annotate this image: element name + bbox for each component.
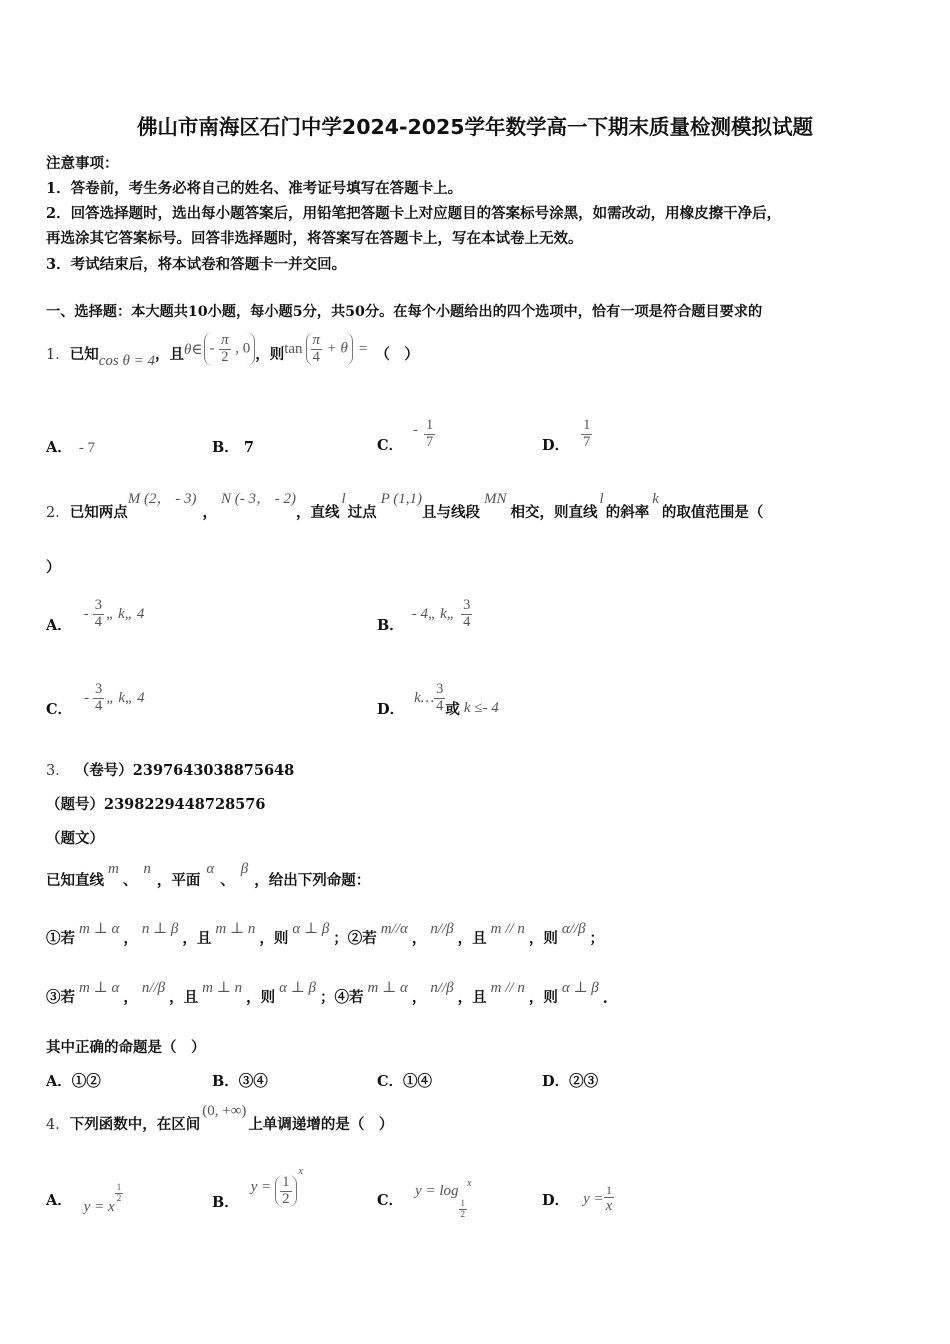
option-label: A． xyxy=(46,616,72,634)
notice-item-2-cont: 再选涂其它答案标号。回答非选择题时，将答案写在答题卡上，写在本试卷上无效。 xyxy=(46,230,583,247)
q2-segment-mn: MN xyxy=(484,491,507,507)
q3-propositions-3-4 xyxy=(46,975,608,1007)
q1-frac-pi-4 xyxy=(311,332,323,365)
q1-math-tan xyxy=(284,332,367,365)
q3-math: α ⊥ β xyxy=(561,980,599,996)
question-number: 4． xyxy=(46,1117,70,1133)
q1-paren xyxy=(204,332,255,365)
option-label: D． xyxy=(377,700,405,718)
option-label: A． xyxy=(46,439,72,456)
q3-option-d xyxy=(542,1070,598,1091)
question-2 xyxy=(46,492,763,522)
option-expr: k… xyxy=(414,689,435,706)
q2-slope-k: k xyxy=(652,491,659,507)
q3-tihao: （题号）2398229448728576 xyxy=(46,796,266,813)
q3-tiwen: （题文） xyxy=(46,830,104,847)
q2-text: ，直线 xyxy=(295,504,340,521)
q2-text: 已知两点 xyxy=(69,504,128,521)
option-label: C． xyxy=(377,1191,404,1209)
option-exponent xyxy=(115,1183,124,1204)
frac-denominator: 2 xyxy=(460,1208,465,1219)
q3-math: m//α xyxy=(380,921,408,937)
q2-text: 过点 xyxy=(347,504,377,521)
q1-math-interval xyxy=(184,332,255,365)
frac-denominator: 2 xyxy=(282,1190,290,1207)
frac-numerator: 3 xyxy=(94,596,103,613)
q3-text: ， xyxy=(123,930,138,947)
q2-point-n: N (- 3， - 2) xyxy=(220,491,296,507)
q3-text: ，则 xyxy=(528,989,558,1006)
q4-option-a xyxy=(46,1176,123,1222)
q3-text: ，则 xyxy=(246,989,276,1006)
option-label: C． xyxy=(46,700,73,718)
q4-text: 上单调递增的是（ ） xyxy=(248,1116,394,1133)
option-label: B． xyxy=(377,616,404,634)
frac-numerator: 1 xyxy=(282,1173,290,1190)
option-value: ②③ xyxy=(569,1073,599,1090)
q2-point-m: M (2， - 3) xyxy=(127,491,197,507)
q1-zero: , 0 xyxy=(235,341,251,357)
option-label: B． xyxy=(212,439,239,456)
q3-text: ，则 xyxy=(528,930,558,947)
frac-denominator: 4 xyxy=(94,613,103,630)
q3-text: ，且 xyxy=(457,989,487,1006)
q3-propositions-1-2 xyxy=(46,916,604,948)
question-3 xyxy=(46,759,294,780)
option-expr: „ k„ 4 xyxy=(106,605,145,622)
option-expr: - 4„ k„ xyxy=(411,605,456,622)
q1-tan: tan xyxy=(284,340,303,357)
frac-numerator: 3 xyxy=(463,596,471,613)
q1-paren-2 xyxy=(306,332,353,365)
q1-text-2: ，且 xyxy=(154,345,184,363)
notice-item-1: 1．答卷前，考生务必将自己的姓名、准考证号填写在答题卡上。 xyxy=(46,180,463,197)
section-heading: 一、选择题：本大题共10小题，每小题5分，共50分。在每个小题给出的四个选项中，恰有一项是符合题目要求的 xyxy=(46,304,763,320)
q3-math: n ⊥ β xyxy=(141,921,179,937)
q3-intro xyxy=(46,858,370,890)
q3-math: m ⊥ n xyxy=(215,921,256,937)
notice-item-2: 2．回答选择题时，选出每小题答案后，用铅笔把答题卡上对应题目的答案标号涂黑，如需改动，用橡皮擦干净后， xyxy=(46,205,782,222)
q3-math: n//β xyxy=(430,980,454,996)
option-value: ③④ xyxy=(238,1073,268,1090)
frac-denominator: 2 xyxy=(221,348,229,365)
q1-option-b xyxy=(212,436,254,457)
option-log-base xyxy=(459,1199,468,1220)
option-expr: x xyxy=(467,1177,472,1189)
option-label: D． xyxy=(542,436,570,454)
q1-blank: （ ） xyxy=(375,345,419,363)
option-fraction xyxy=(93,682,104,715)
q1-plus-theta: + θ xyxy=(326,341,348,357)
option-fraction xyxy=(93,598,104,631)
option-label: A． xyxy=(46,1073,72,1090)
q1-option-c xyxy=(377,410,435,458)
q3-text: 已知直线 xyxy=(46,872,104,889)
q3-math: n//β xyxy=(430,921,454,937)
frac-denominator: 7 xyxy=(426,433,434,450)
q2-text: 的斜率 xyxy=(605,504,650,521)
q1-option-a xyxy=(46,436,95,457)
option-label: D． xyxy=(542,1073,570,1090)
q3-text: . xyxy=(602,990,608,1007)
q3-text: ①若 xyxy=(46,930,75,947)
option-label: C． xyxy=(377,1073,404,1090)
option-exponent: x xyxy=(298,1165,303,1177)
q3-text: ；②若 xyxy=(333,930,377,947)
frac-numerator: 3 xyxy=(436,680,444,697)
option-fraction xyxy=(604,1184,615,1215)
frac-numerator: 1 xyxy=(583,416,591,433)
q3-math: m ⊥ α xyxy=(79,921,120,937)
q3-text: ； xyxy=(589,930,605,947)
frac-denominator: 2 xyxy=(116,1192,122,1203)
q3-text: 、 xyxy=(122,872,138,889)
frac-denominator: 4 xyxy=(312,348,320,365)
q3-plane-beta: β xyxy=(240,861,249,877)
frac-numerator: 1 xyxy=(116,1181,122,1192)
q1-equals: = xyxy=(358,340,368,357)
q3-text: ，平面 xyxy=(156,872,201,889)
q2-option-d xyxy=(377,674,499,722)
option-label: B． xyxy=(212,1193,239,1211)
q3-text: ；④若 xyxy=(320,989,364,1006)
option-value: ①④ xyxy=(403,1073,433,1090)
frac-denominator: 4 xyxy=(436,697,444,714)
option-label: B． xyxy=(212,1073,239,1090)
q3-math: m // n xyxy=(490,980,525,996)
frac-denominator: x xyxy=(605,1197,613,1214)
q2-line-l: l xyxy=(341,491,346,507)
q3-math: m ⊥ α xyxy=(79,980,120,996)
question-4 xyxy=(46,1102,393,1134)
frac-numerator: 1 xyxy=(460,1197,465,1208)
q3-plane-alpha: α xyxy=(206,861,215,877)
q2-line-l: l xyxy=(599,491,604,507)
q2-option-b xyxy=(377,590,472,638)
option-fraction xyxy=(424,418,435,451)
option-fraction xyxy=(280,1175,291,1208)
q3-text: ，且 xyxy=(169,989,199,1006)
q4-option-b xyxy=(212,1166,303,1216)
option-expr: - xyxy=(83,605,89,622)
option-expr: y = x xyxy=(83,1198,115,1215)
option-fraction xyxy=(434,682,445,715)
q4-option-d xyxy=(542,1176,614,1222)
frac-denominator: 4 xyxy=(95,697,103,714)
option-label: C． xyxy=(377,436,404,454)
option-expr: y = log xyxy=(415,1182,459,1199)
option-label: D． xyxy=(542,1191,570,1209)
frac-denominator: 4 xyxy=(463,613,471,630)
q1-theta-in: θ∈ xyxy=(183,341,203,358)
q3-math: α ⊥ β xyxy=(292,921,330,937)
q3-text: ， xyxy=(411,989,427,1006)
question-number: 2． xyxy=(46,505,70,521)
q2-text: 且与线段 xyxy=(422,504,481,521)
q3-question: 其中正确的命题是（ ） xyxy=(46,1039,206,1056)
question-number: 3． xyxy=(46,763,70,779)
option-fraction xyxy=(581,418,592,451)
q3-option-c xyxy=(377,1070,432,1091)
q3-line-n: n xyxy=(143,861,151,877)
q3-math: m // n xyxy=(490,921,525,937)
page-title: 佛山市南海区石门中学2024-2025学年数学高一下期末质量检测模拟试题 xyxy=(136,115,814,139)
q4-interval: (0, +∞) xyxy=(202,1103,247,1119)
option-fraction xyxy=(461,598,472,631)
q3-text: ，给出下列命题： xyxy=(254,872,371,889)
q2-close-paren: ） xyxy=(46,559,61,576)
frac-numerator: π xyxy=(221,332,229,349)
q3-juanhao: （卷号）2397643038875648 xyxy=(74,762,295,779)
option-sign: - xyxy=(413,421,419,438)
q1-minus: - xyxy=(209,341,215,357)
q3-line-m: m xyxy=(108,861,119,877)
option-expr: - xyxy=(84,689,90,706)
frac-denominator: 7 xyxy=(583,433,591,450)
frac-numerator: 1 xyxy=(426,416,434,433)
option-expr: y = xyxy=(250,1178,272,1195)
q2-text: 相交，则直线 xyxy=(510,504,598,521)
q3-text: ， xyxy=(411,930,427,947)
question-1 xyxy=(46,330,419,376)
q3-option-a xyxy=(46,1070,101,1091)
q3-math: α ⊥ β xyxy=(279,980,317,996)
option-or: 或 xyxy=(445,700,460,718)
question-number: 1． xyxy=(46,346,70,363)
notice-item-3: 3．考试结束后，将本试卷和答题卡一并交回。 xyxy=(46,256,347,273)
option-expr: „ k„ 4 xyxy=(106,689,145,706)
q4-option-c xyxy=(377,1176,471,1222)
notice-heading: 注意事项： xyxy=(46,155,119,172)
option-value: 7 xyxy=(243,439,254,456)
q1-text-3: ，则 xyxy=(255,345,285,363)
q3-text: ，且 xyxy=(182,930,212,947)
q2-point-p: P (1,1) xyxy=(380,491,423,507)
frac-numerator: 1 xyxy=(604,1184,615,1198)
q3-math: n//β xyxy=(141,980,166,996)
option-value: ①② xyxy=(71,1073,101,1090)
q3-math: m ⊥ α xyxy=(367,980,408,996)
option-paren xyxy=(275,1175,296,1208)
frac-numerator: π xyxy=(312,332,321,349)
q2-text: 的取值范围是（ xyxy=(661,504,764,521)
q2-option-c xyxy=(46,674,145,722)
option-expr: y = xyxy=(583,1190,604,1207)
q1-frac-pi-2 xyxy=(219,332,231,365)
q4-text: 下列函数中，在区间 xyxy=(69,1116,201,1133)
q1-math-cos: cos θ = 4 xyxy=(98,352,155,369)
q3-text: ③若 xyxy=(46,989,75,1006)
q1-option-d xyxy=(542,410,592,458)
option-label: A． xyxy=(46,1191,72,1209)
q2-text: ， xyxy=(202,504,217,521)
q3-math: α//β xyxy=(561,921,586,937)
option-value: - 7 xyxy=(78,440,96,456)
frac-numerator: 3 xyxy=(95,680,103,697)
q2-option-a xyxy=(46,590,144,638)
q3-text: ， xyxy=(123,989,138,1006)
q3-math: m ⊥ n xyxy=(202,980,243,996)
q3-option-b xyxy=(212,1070,268,1091)
option-expr: k ≤- 4 xyxy=(463,699,499,716)
q3-text: ，且 xyxy=(457,930,487,947)
q3-text: 、 xyxy=(220,872,235,889)
q3-text: ，则 xyxy=(259,930,289,947)
q1-text-1: 已知 xyxy=(69,345,99,363)
